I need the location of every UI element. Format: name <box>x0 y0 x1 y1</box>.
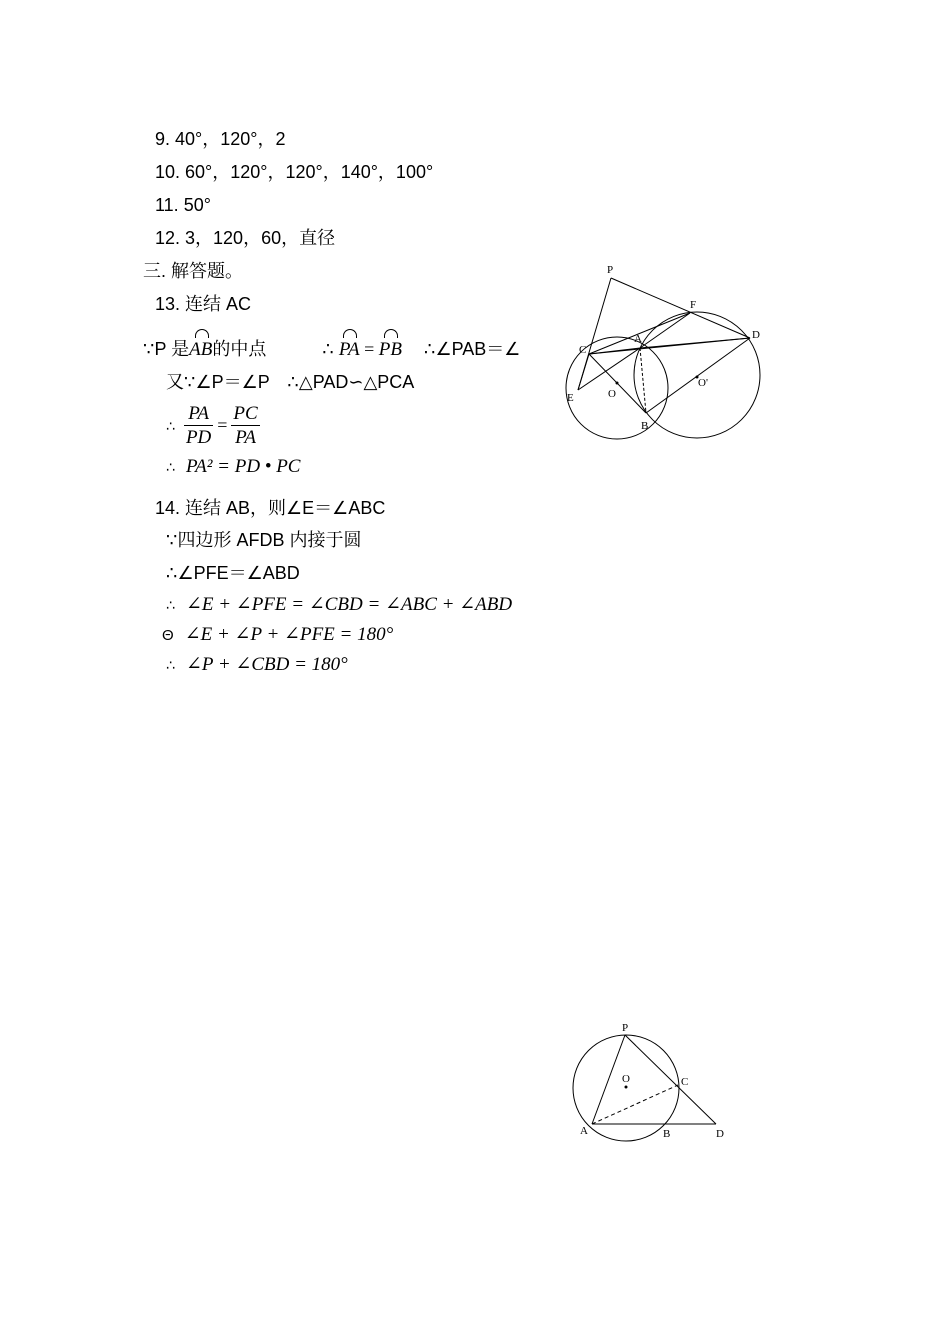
figure-circle-triangle <box>570 1015 730 1145</box>
q14-line4 <box>162 623 393 647</box>
label-b: B <box>641 420 649 432</box>
label-d: D <box>716 1128 724 1140</box>
q13-conclusion: PA² = PD • PC <box>185 456 301 477</box>
fraction-denominator: PA <box>235 426 256 448</box>
center-o-dot <box>616 382 619 385</box>
therefore-symbol: ∴ <box>166 418 175 434</box>
q13-line1-d: ∴∠PAB＝∠ <box>424 339 521 359</box>
segment-ac <box>592 1085 678 1124</box>
circle-o-prime <box>634 312 760 438</box>
segment-pa <box>592 1035 625 1124</box>
fraction-numerator: PC <box>233 402 258 424</box>
label-a: A <box>580 1125 588 1137</box>
therefore-symbol: ∴ <box>166 597 175 613</box>
arc-pa: PA <box>338 339 360 360</box>
q14-equation-3: ∠P + ∠CBD = 180° <box>185 654 348 675</box>
fraction-numerator: PA <box>184 403 213 426</box>
section-title: 三. 解答题。 <box>143 261 244 281</box>
label-b: B <box>663 1128 671 1140</box>
therefore-symbol: ∴ <box>166 459 175 475</box>
q14-equation-1: ∠E + ∠PFE = ∠CBD = ∠ABC + ∠ABD <box>185 594 513 615</box>
q14-line5 <box>166 653 348 676</box>
q13-line1-c: ∴ <box>322 339 334 359</box>
fraction-denominator: PD <box>185 426 212 448</box>
q13-line2: 又∵∠P＝∠P ∴△PAD∽△PCA <box>166 372 415 392</box>
arc-ab: AB <box>189 339 213 360</box>
label-o: O <box>608 388 616 400</box>
q13-line1 <box>143 338 520 361</box>
equals-sign: = <box>217 415 228 435</box>
label-c: C <box>681 1076 689 1088</box>
arc-pb: PB <box>378 339 402 360</box>
segment-ce <box>578 354 589 390</box>
answer-9: 9. 40°，120°，2 <box>155 129 286 149</box>
q14-line1: ∵四边形 AFDB 内接于圆 <box>166 530 362 550</box>
label-o-prime: O' <box>698 377 708 389</box>
q13-line4 <box>166 455 300 478</box>
q13-fraction-line <box>166 400 264 451</box>
segment-pd <box>611 278 750 338</box>
q13-line1-eq: = <box>359 339 379 359</box>
label-d: D <box>752 329 760 341</box>
segment-cd <box>589 338 750 354</box>
fraction-pc-pa <box>231 403 259 450</box>
label-p: P <box>622 1022 629 1034</box>
q14-line3 <box>166 593 512 616</box>
answer-10: 10. 60°，120°，120°，140°，100° <box>155 162 434 182</box>
q13-line1-b: 的中点 <box>212 339 267 359</box>
answer-11: 11. 50° <box>155 195 211 215</box>
segment-ae <box>578 348 640 390</box>
because-symbol: Θ <box>162 627 174 644</box>
label-c: C <box>579 344 587 356</box>
label-a: A <box>634 333 642 345</box>
q14-equation-2: ∠E + ∠P + ∠PFE = 180° <box>184 624 394 645</box>
q14-heading: 14. 连结 AB，则∠E＝∠ABC <box>155 498 386 518</box>
label-f: F <box>690 299 697 311</box>
q13-heading: 13. 连结 AC <box>155 294 252 314</box>
therefore-symbol: ∴ <box>166 657 175 673</box>
answer-12: 12. 3，120，60，直径 <box>155 228 336 248</box>
fraction-pa-pd <box>184 403 213 450</box>
segment-bd <box>646 338 750 413</box>
label-e: E <box>567 392 574 404</box>
q14-line2: ∴∠PFE＝∠ABD <box>166 563 300 583</box>
label-o: O <box>622 1073 630 1085</box>
label-p: P <box>607 264 614 276</box>
segment-pd <box>625 1035 716 1124</box>
center-o-dot <box>625 1086 628 1089</box>
q13-line1-a: ∵P 是 <box>143 339 190 359</box>
figure-two-circles <box>555 258 775 448</box>
